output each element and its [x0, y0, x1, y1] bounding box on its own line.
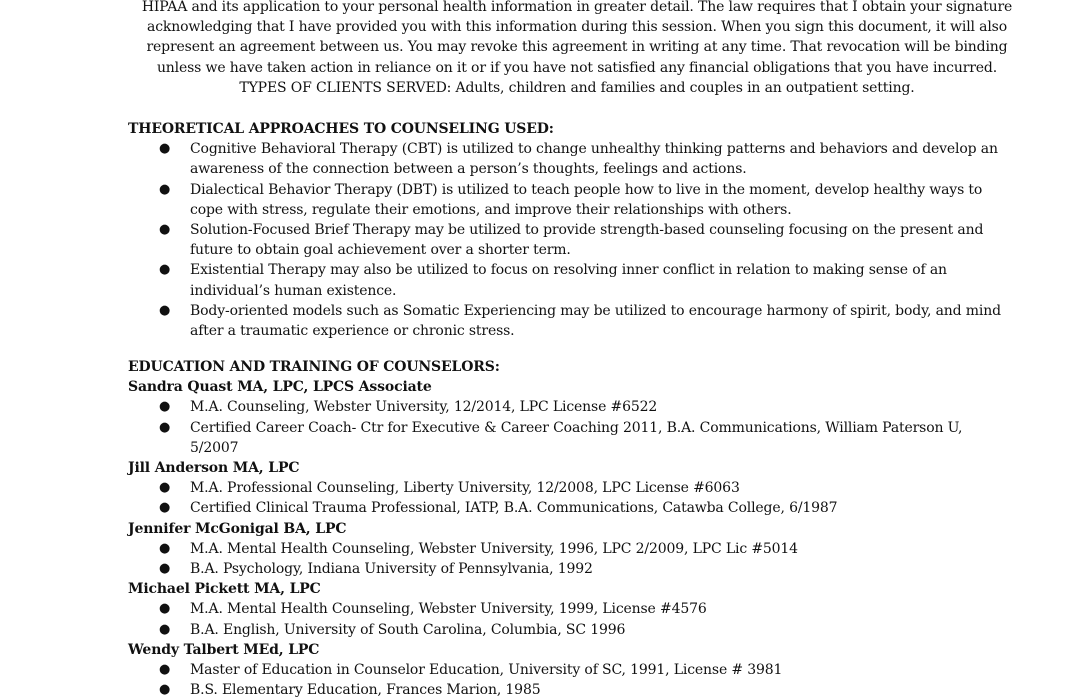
list-item: [128, 301, 1008, 341]
list-item: [128, 599, 1008, 619]
list-item: [128, 180, 1008, 220]
bullet-icon: ●: [159, 480, 171, 496]
clients-served-line: TYPES OF CLIENTS SERVED: Adults, children and families and couples in an outpatient setting.: [239, 79, 915, 96]
intro-line: acknowledging that I have provided you with this information during this session. When you sign this document, it will also: [147, 19, 1007, 36]
credential-list: [128, 478, 1008, 518]
list-item-text: M.A. Mental Health Counseling, Webster University, 1996, LPC 2/2009, LPC Lic #5014: [190, 540, 798, 557]
list-item-text: Cognitive Behavioral Therapy (CBT) is utilized to change unhealthy thinking patterns and behaviors and develop an awareness of the connection between a person’s thoughts, feelings and actions.: [190, 141, 998, 178]
list-item-text: Solution-Focused Brief Therapy may be utilized to provide strength-based counseling focusing on the present and future to obtain goal achievement over a shorter term.: [190, 222, 984, 259]
approaches-list: [128, 139, 1008, 341]
bullet-icon: ●: [159, 222, 171, 238]
bullet-icon: ●: [159, 141, 171, 157]
list-item: [128, 397, 1008, 417]
list-item: [128, 680, 1008, 700]
bullet-icon: ●: [159, 662, 171, 678]
bullet-icon: ●: [159, 419, 171, 435]
bullet-icon: ●: [159, 540, 171, 556]
bullet-icon: ●: [159, 181, 171, 197]
counselor-name: Sandra Quast MA, LPC, LPCS Associate: [128, 379, 432, 396]
bullet-icon: ●: [159, 601, 171, 617]
credential-list: [128, 660, 1008, 700]
approaches-section: [128, 119, 1008, 341]
intro-paragraph: [128, 0, 1026, 98]
counselor-name: Michael Pickett MA, LPC: [128, 581, 321, 598]
list-item-text: M.A. Mental Health Counseling, Webster University, 1999, License #4576: [190, 601, 707, 618]
list-item: [128, 620, 1008, 640]
education-section: [128, 357, 1008, 700]
list-item-text: B.A. Psychology, Indiana University of Pennsylvania, 1992: [190, 561, 593, 578]
list-item: [128, 260, 1008, 300]
bullet-icon: ●: [159, 262, 171, 278]
list-item: [128, 418, 1008, 458]
education-heading: EDUCATION AND TRAINING OF COUNSELORS:: [128, 359, 500, 375]
list-item-text: Body-oriented models such as Somatic Experiencing may be utilized to encourage harmony of spirit, body, and mind after a traumatic experience or chronic stress.: [190, 302, 1001, 340]
counselor-name: Wendy Talbert MEd, LPC: [128, 641, 320, 658]
intro-line: represent an agreement between us. You may revoke this agreement in writing at any time. That revocation will be binding: [146, 39, 1008, 56]
list-item: [128, 478, 1008, 498]
list-item-text: M.A. Counseling, Webster University, 12/2014, LPC License #6522: [190, 399, 658, 416]
list-item-text: Dialectical Behavior Therapy (DBT) is utilized to teach people how to live in the moment, develop healthy ways to cope with stress, regulate their emotions, and improve their relationships with others.: [190, 181, 983, 218]
list-item-text: B.S. Elementary Education, Frances Marion, 1985: [190, 682, 541, 699]
bullet-icon: ●: [159, 302, 171, 318]
list-item: [128, 559, 1008, 579]
list-item-text: B.A. English, University of South Carolina, Columbia, SC 1996: [190, 621, 626, 638]
intro-line: HIPAA and its application to your personal health information in greater detail. The law requires that I obtain your signature: [141, 0, 1013, 15]
credential-list: [128, 599, 1008, 639]
bullet-icon: ●: [159, 561, 171, 577]
list-item-text: M.A. Professional Counseling, Liberty University, 12/2008, LPC License #6063: [190, 480, 740, 497]
counselor-name: Jennifer McGonigal BA, LPC: [128, 520, 347, 537]
list-item-text: Certified Clinical Trauma Professional, IATP, B.A. Communications, Catawba College, 6/1987: [190, 500, 838, 517]
list-item-text: Master of Education in Counselor Education, University of SC, 1991, License # 3981: [190, 662, 783, 679]
intro-line: unless we have taken action in reliance on it or if you have not satisfied any financial obligations that you have incurred.: [156, 59, 998, 76]
list-item: [128, 539, 1008, 559]
list-item-text: Certified Career Coach- Ctr for Executive & Career Coaching 2011, B.A. Communications, William Paterson U, 5/2007: [190, 419, 963, 456]
credential-list: [128, 539, 1008, 579]
credential-list: [128, 397, 1008, 458]
bullet-icon: ●: [159, 399, 171, 415]
bullet-icon: ●: [159, 500, 171, 516]
bullet-icon: ●: [159, 682, 171, 698]
list-item: [128, 660, 1008, 680]
list-item: [128, 498, 1008, 518]
bullet-icon: ●: [159, 621, 171, 637]
approaches-heading: THEORETICAL APPROACHES TO COUNSELING USED:: [128, 121, 554, 137]
list-item: [128, 139, 1008, 179]
list-item: [128, 220, 1008, 260]
list-item-text: Existential Therapy may also be utilized to focus on resolving inner conflict in relation to making sense of an individual’s human existence.: [190, 262, 947, 299]
counselor-name: Jill Anderson MA, LPC: [128, 460, 300, 477]
